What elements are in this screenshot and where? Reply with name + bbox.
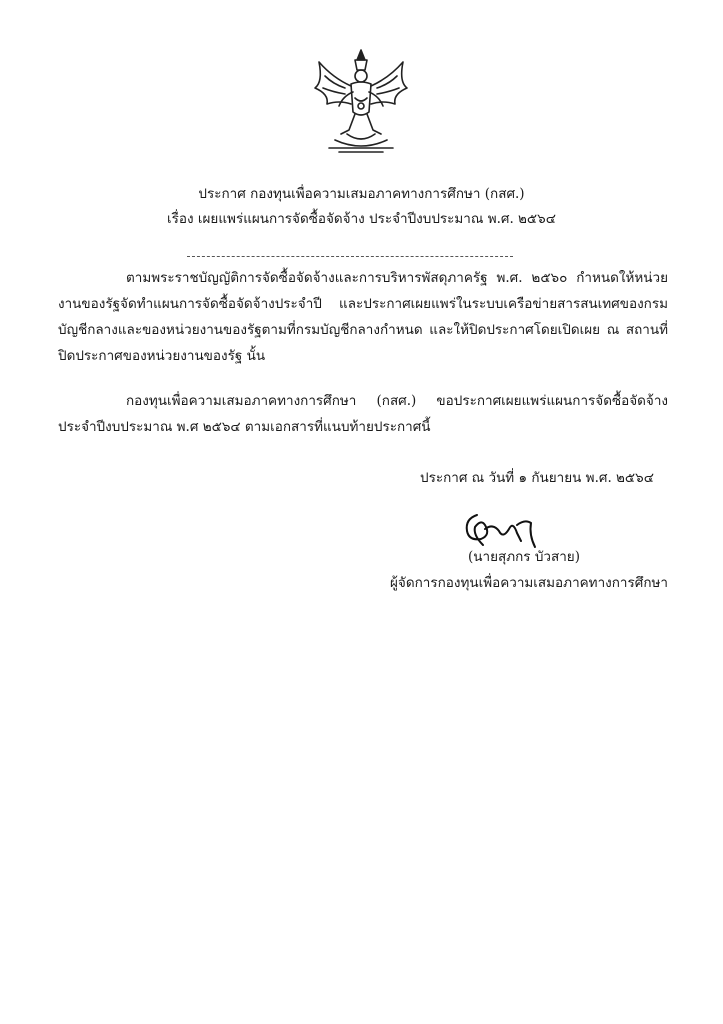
announcement-date: ประกาศ ณ วันที่ ๑ กันยายน พ.ศ. ๒๕๖๔ [420, 470, 654, 486]
announcement-subject: เรื่อง เผยแพร่แผนการจัดซื้อจัดจ้าง ประจำปีงบประมาณ พ.ศ. ๒๕๖๔ [167, 211, 556, 227]
garuda-emblem-icon [305, 48, 417, 160]
paragraph-1-text: ตามพระราชบัญญัติการจัดซื้อจัดจ้างและการบริหารพัสดุภาครัฐ พ.ศ. ๒๕๖๐ กำหนดให้หน่วยงานของรัฐจัดทำแผนการจัดซื้อจัดจ้างประจำปี และประกาศเผยแพร่ในระบบเครือข่ายสารสนเทศของกรมบัญชีกลางและของหน่วยงานของรัฐตามที่กรมบัญชีกลางกำหนด และให้ปิดประกาศโดยเปิดเผย ณ สถานที่ปิดประกาศของหน่วยงานของรัฐ นั้น [58, 270, 668, 364]
signer-name: (นายสุภกร บัวสาย) [468, 549, 580, 565]
signer-title: ผู้จัดการกองทุนเพื่อความเสมอภาคทางการศึกษา [390, 575, 668, 591]
body-paragraph-1 [58, 265, 668, 369]
paragraph-2-text: กองทุนเพื่อความเสมอภาคทางการศึกษา (กสศ.) ขอประกาศเผยแพร่แผนการจัดซื้อจัดจ้าง ประจำปีงบประมาณ พ.ศ ๒๕๖๔ ตามเอกสารที่แนบท้ายประกาศนี้ [58, 393, 668, 435]
body-paragraph-2 [58, 388, 668, 440]
announcement-title: ประกาศ กองทุนเพื่อความเสมอภาคทางการศึกษา (กสศ.) [198, 186, 525, 202]
header-divider [187, 256, 513, 257]
